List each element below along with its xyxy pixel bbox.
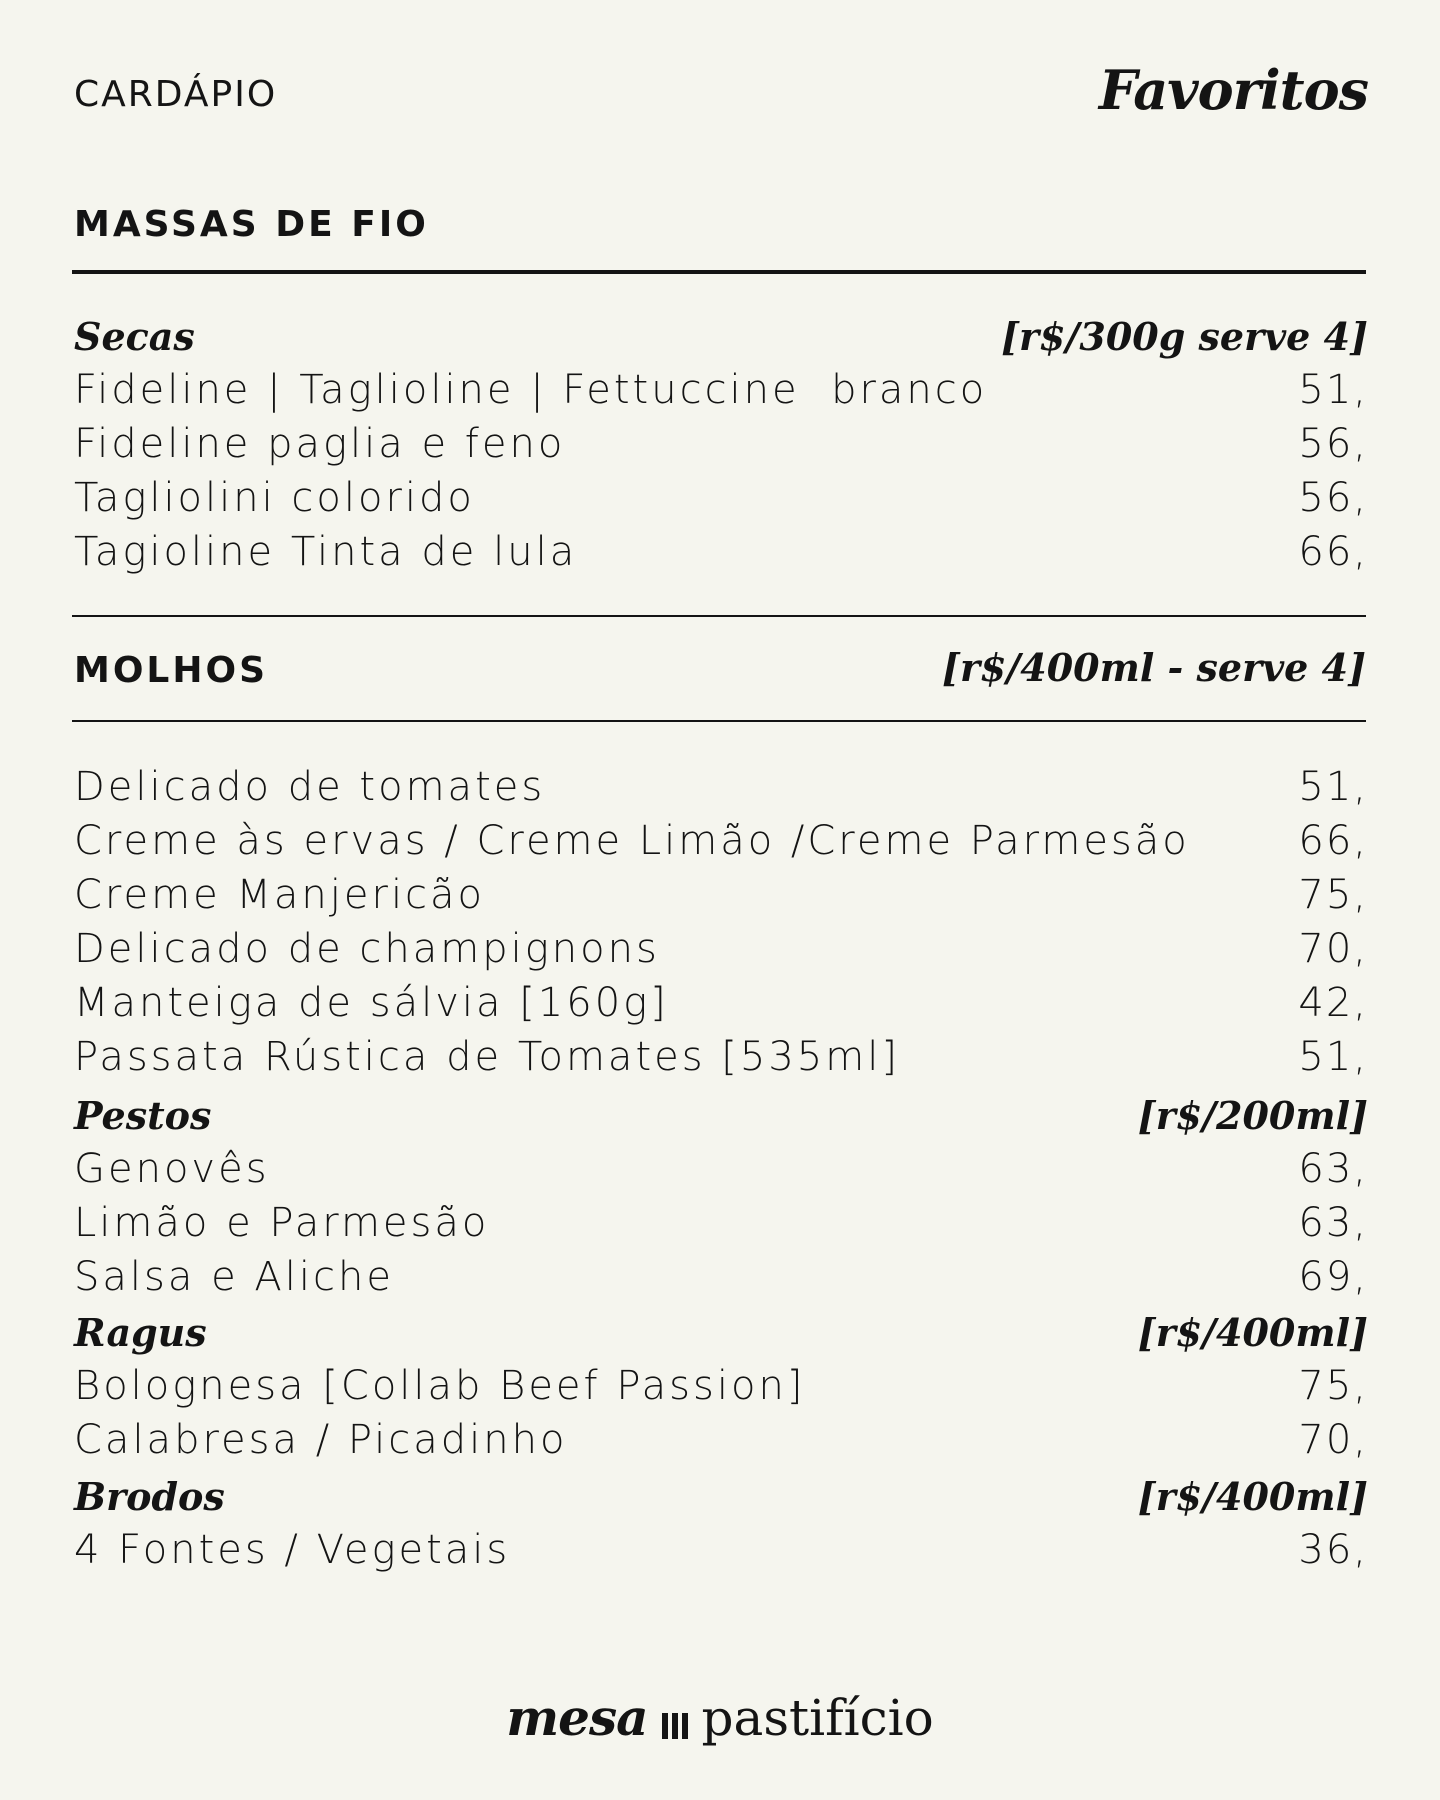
item-price: 70, <box>1298 1417 1368 1463</box>
subheading-label: Ragus <box>74 1310 207 1355</box>
subheading-unit: [r$/300g serve 4] <box>1001 314 1368 359</box>
item-price: 63, <box>1298 1146 1368 1192</box>
item-price: 75, <box>1298 872 1368 918</box>
subheading-unit: [r$/200ml] <box>1137 1093 1368 1138</box>
divider <box>72 270 1366 274</box>
item-price: 56, <box>1298 421 1368 467</box>
menu-item <box>74 816 1368 866</box>
menu-item <box>74 1361 1368 1411</box>
menu-item <box>74 1144 1368 1194</box>
menu-item <box>74 1415 1368 1465</box>
item-name: Bolognesa [Collab Beef Passion] <box>74 1363 806 1409</box>
item-price: 66, <box>1298 818 1368 864</box>
item-price: 51, <box>1298 367 1368 413</box>
item-name: Calabresa / Picadinho <box>74 1417 568 1463</box>
menu-item <box>74 924 1368 974</box>
subheading-secas <box>74 314 1368 360</box>
menu-item <box>74 1252 1368 1302</box>
brand-logo-mesa: mesa <box>506 1688 648 1747</box>
menu-item <box>74 870 1368 920</box>
item-name: Creme às ervas / Creme Limão /Creme Parmesão <box>74 818 1190 864</box>
subheading-label: Pestos <box>74 1093 212 1138</box>
menu-label: CARDÁPIO <box>74 74 278 115</box>
divider <box>72 720 1366 722</box>
subheading-unit: [r$/400ml] <box>1137 1310 1368 1355</box>
item-name: Salsa e Aliche <box>74 1254 394 1300</box>
item-name: Genovês <box>74 1146 270 1192</box>
section-title-molhos: MOLHOS <box>74 650 269 691</box>
brand-logo-pastificio: pastifício <box>701 1689 934 1747</box>
menu-item <box>74 762 1368 812</box>
item-price: 70, <box>1298 926 1368 972</box>
subheading-label: Brodos <box>74 1474 225 1519</box>
menu-item <box>74 1198 1368 1248</box>
item-name: Manteiga de sálvia [160g] <box>74 980 669 1026</box>
brand-separator-icon <box>662 1693 692 1751</box>
item-price: 75, <box>1298 1363 1368 1409</box>
menu-item <box>74 473 1368 523</box>
item-price: 51, <box>1298 1034 1368 1080</box>
item-name: Passata Rústica de Tomates [535ml] <box>74 1034 900 1080</box>
subheading-pestos <box>74 1093 1368 1139</box>
favorites-title: Favoritos <box>1098 58 1368 122</box>
subheading-label: Secas <box>74 314 195 359</box>
subheading-unit: [r$/400ml] <box>1137 1474 1368 1519</box>
section-title-massas: MASSAS DE FIO <box>74 204 429 245</box>
item-price: 66, <box>1298 529 1368 575</box>
item-price: 51, <box>1298 764 1368 810</box>
item-price: 63, <box>1298 1200 1368 1246</box>
subheading-ragus <box>74 1310 1368 1356</box>
menu-item <box>74 1032 1368 1082</box>
divider <box>72 615 1366 617</box>
item-name: Fideline | Taglioline | Fettuccine branco <box>74 367 988 413</box>
item-name: Creme Manjericão <box>74 872 486 918</box>
menu-item <box>74 978 1368 1028</box>
item-name: Limão e Parmesão <box>74 1200 490 1246</box>
brand-logo <box>0 1688 1440 1751</box>
item-price: 36, <box>1298 1527 1368 1573</box>
menu-item <box>74 527 1368 577</box>
menu-item <box>74 365 1368 415</box>
menu-item <box>74 419 1368 469</box>
item-name: Tagioline Tinta de lula <box>74 529 578 575</box>
subheading-brodos <box>74 1474 1368 1520</box>
menu-item <box>74 1525 1368 1575</box>
item-name: Tagliolini colorido <box>74 475 475 521</box>
section-unit-molhos: [r$/400ml - serve 4] <box>941 645 1366 690</box>
item-price: 56, <box>1298 475 1368 521</box>
item-name: Delicado de champignons <box>74 926 660 972</box>
item-name: Fideline paglia e feno <box>74 421 566 467</box>
item-name: Delicado de tomates <box>74 764 546 810</box>
item-price: 69, <box>1298 1254 1368 1300</box>
item-name: 4 Fontes / Vegetais <box>74 1527 511 1573</box>
item-price: 42, <box>1298 980 1368 1026</box>
